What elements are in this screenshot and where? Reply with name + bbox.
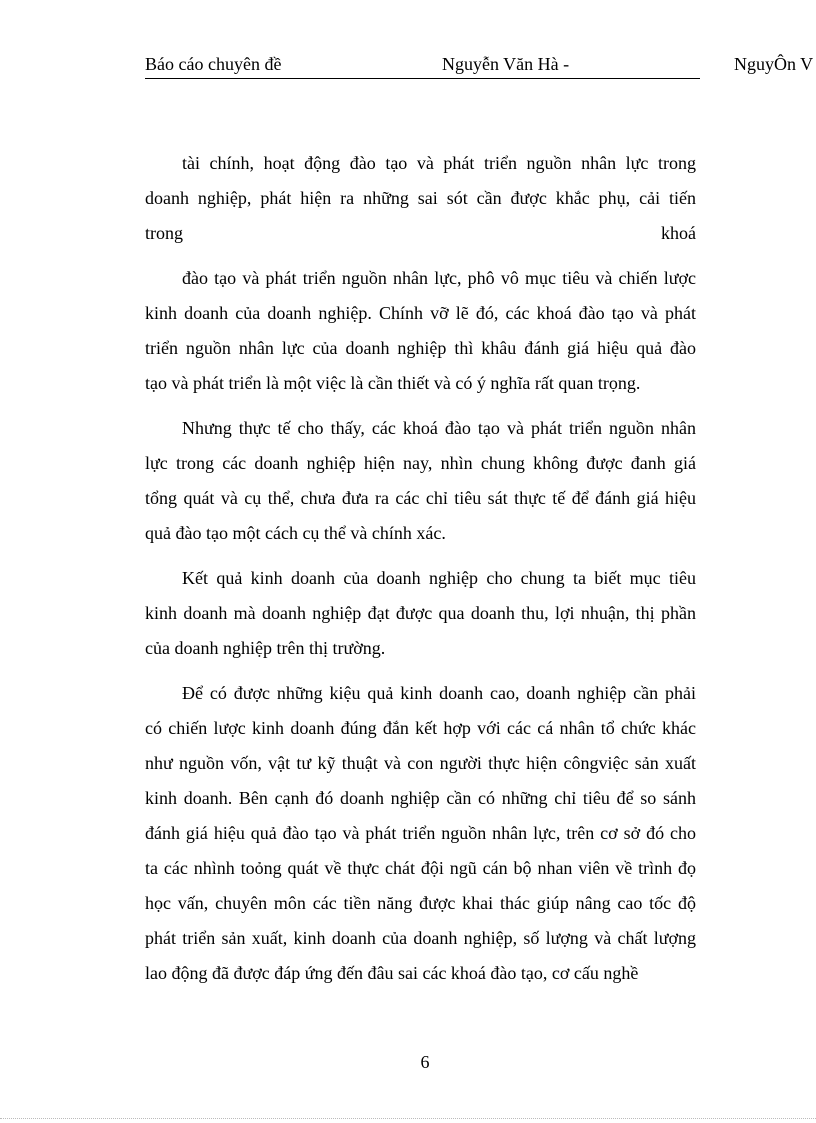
paragraph-line: quả đào tạo một cách cụ thể và chính xác.: [145, 523, 446, 543]
body-text: [145, 146, 696, 991]
page-bottom-divider: [0, 1118, 816, 1119]
page-header: [145, 52, 814, 79]
paragraph-line: lực trong các doanh nghiệp hiện nay, nhìn chung không được đanh giá: [145, 453, 696, 473]
paragraph-line: Để có được những kiệu quả kinh doanh cao, doanh nghiệp cần phải: [182, 683, 696, 703]
paragraph-line: đào tạo và phát triển nguồn nhân lực, phô vô mục tiêu và chiến lược: [182, 268, 696, 288]
paragraph-line: tạo và phát triển là một việc là cần thiết và có ý nghĩa rất quan trọng.: [145, 373, 641, 393]
paragraph-2: [145, 261, 696, 401]
paragraph-line: học vấn, chuyên môn các tiền năng được khai thác giúp nâng cao tốc độ: [145, 893, 696, 913]
paragraph-3: [145, 411, 696, 551]
paragraph-line: tài chính, hoạt động đào tạo và phát triển nguồn nhân lực trong: [182, 153, 696, 173]
paragraph-line: ta các nhình toỏng quát về thực chát đội ngũ cán bộ nhan viên về trình đọ: [145, 858, 696, 878]
header-author-garbled: NguyÔn V: [734, 54, 814, 74]
paragraph-word: trong: [145, 223, 183, 243]
paragraph-line: [145, 216, 696, 251]
paragraph-5: [145, 676, 696, 991]
paragraph-line: Kết quả kinh doanh của doanh nghiệp cho chung ta biết mục tiêu: [182, 568, 696, 588]
paragraph-line: như nguồn vốn, vật tư kỹ thuật và con người thực hiện côngviệc sản xuất: [145, 753, 696, 773]
paragraph-line: của doanh nghiệp trên thị trường.: [145, 638, 386, 658]
paragraph-line: kinh doanh. Bên cạnh đó doanh nghiệp cần có những chỉ tiêu để so sánh: [145, 788, 696, 808]
paragraph-4: [145, 561, 696, 666]
page-number: 6: [420, 1052, 430, 1072]
paragraph-line: có chiến lược kinh doanh đúng đắn kết hợp với các cá nhân tổ chức khác: [145, 718, 696, 738]
paragraph-line: phát triển sản xuất, kinh doanh của doanh nghiệp, số lượng và chất lượng: [145, 928, 696, 948]
paragraph-line: doanh nghiệp, phát hiện ra những sai sót cần được khắc phụ, cải tiến: [145, 188, 696, 208]
paragraph-line: kinh doanh mà doanh nghiệp đạt được qua doanh thu, lợi nhuận, thị phần: [145, 603, 696, 623]
header-report-title: Báo cáo chuyên đề: [145, 54, 282, 74]
paragraph-1: [145, 146, 696, 251]
paragraph-line: kinh doanh của doanh nghiệp. Chính vỡ lẽ đó, các khoá đào tạo và phát: [145, 303, 696, 323]
paragraph-line: tổng quát và cụ thể, chưa đưa ra các chỉ tiêu sát thực tế để đánh giá hiệu: [145, 488, 696, 508]
paragraph-line: lao động đã được đáp ứng đến đâu sai các khoá đào tạo, cơ cấu nghề: [145, 963, 639, 983]
paragraph-word: khoá: [661, 223, 696, 243]
paragraph-line: đánh giá hiệu quả đào tạo và phát triển nguồn nhân lực, trên cơ sở đó cho: [145, 823, 696, 843]
paragraph-line: Nhưng thực tế cho thấy, các khoá đào tạo và phát triển nguồn nhân: [182, 418, 696, 438]
header-author: Nguyễn Văn Hà -: [442, 54, 570, 74]
paragraph-line: triển nguồn nhân lực của doanh nghiệp thì khâu đánh giá hiệu quả đào: [145, 338, 696, 358]
